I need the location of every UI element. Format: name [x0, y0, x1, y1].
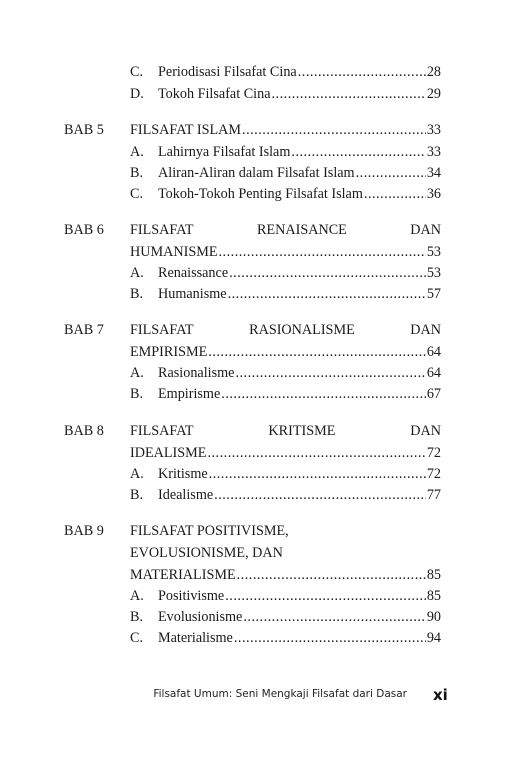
section-letter: C.	[130, 630, 144, 646]
section-letter: A.	[130, 466, 144, 482]
page-number: 85	[426, 588, 441, 604]
chapter-heading	[130, 420, 441, 442]
dot-leader	[237, 564, 426, 586]
dot-leader	[364, 183, 426, 205]
dot-leader	[356, 162, 426, 184]
section-entry	[158, 627, 441, 649]
section-title: Empirisme	[158, 386, 221, 402]
page-number: 85	[426, 567, 441, 583]
section-entry	[158, 283, 441, 305]
section-entry	[158, 463, 441, 485]
chapter-label: BAB 7	[64, 322, 104, 338]
dot-leader	[219, 241, 426, 263]
section-entry	[158, 141, 441, 163]
section-title: Kritisme	[158, 466, 208, 482]
chapter-title-word: KRITISME	[268, 423, 336, 439]
section-letter: A.	[130, 144, 144, 160]
chapter-title: IDEALISME	[130, 445, 207, 461]
chapter-heading	[130, 442, 441, 464]
page-number: 64	[426, 344, 441, 360]
chapter-title: FILSAFAT POSITIVISME,	[130, 523, 289, 539]
chapter-title: EMPIRISME	[130, 344, 208, 360]
section-letter: D.	[130, 86, 144, 102]
page-number: 53	[426, 265, 441, 281]
page-number: 90	[426, 609, 441, 625]
section-title: Humanisme	[158, 286, 227, 302]
section-title: Rasionalisme	[158, 365, 235, 381]
page-number: 94	[426, 630, 441, 646]
chapter-entry	[0, 520, 520, 542]
chapter-heading	[130, 119, 441, 141]
section-entry	[158, 262, 441, 284]
section-entry	[158, 606, 441, 628]
dot-leader	[207, 442, 425, 464]
section-title: Evolusionisme	[158, 609, 243, 625]
chapter-title-word: DAN	[410, 423, 441, 439]
section-title: Idealisme	[158, 487, 214, 503]
section-letter: C.	[130, 186, 144, 202]
chapter-heading	[130, 341, 441, 363]
section-letter: A.	[130, 588, 144, 604]
section-entry	[158, 383, 441, 405]
dot-leader	[243, 606, 425, 628]
page-number: 36	[426, 186, 441, 202]
page-number: 72	[426, 466, 441, 482]
dot-leader	[298, 61, 426, 83]
dot-leader	[221, 383, 426, 405]
section-entry	[158, 585, 441, 607]
section-title: Tokoh Filsafat Cina	[158, 86, 271, 102]
chapter-entry-cont	[0, 241, 520, 263]
toc-entry	[0, 141, 520, 163]
chapter-title: HUMANISME	[130, 244, 218, 260]
dot-leader	[229, 262, 426, 284]
toc-entry	[0, 627, 520, 649]
page-number: 28	[426, 64, 441, 80]
section-title: Periodisasi Filsafat Cina	[158, 64, 297, 80]
chapter-title: MATERIALISME	[130, 567, 236, 583]
page-number: 33	[426, 122, 441, 138]
chapter-entry-cont	[0, 341, 520, 363]
chapter-heading	[130, 319, 441, 341]
section-letter: B.	[130, 165, 144, 181]
toc-entry	[0, 585, 520, 607]
dot-leader	[235, 362, 425, 384]
dot-leader	[209, 463, 426, 485]
dot-leader	[208, 341, 426, 363]
dot-leader	[272, 83, 426, 105]
chapter-entry	[0, 119, 520, 141]
chapter-entry-cont	[0, 442, 520, 464]
page-number: 72	[426, 445, 441, 461]
toc-entry	[0, 383, 520, 405]
chapter-heading	[130, 241, 441, 263]
chapter-title-word: DAN	[410, 222, 441, 238]
chapter-title-word: FILSAFAT	[130, 423, 194, 439]
section-entry	[158, 484, 441, 506]
chapter-entry-cont	[0, 542, 520, 564]
chapter-title: FILSAFAT ISLAM	[130, 122, 242, 138]
section-title: Aliran-Aliran dalam Filsafat Islam	[158, 165, 355, 181]
dot-leader	[291, 141, 425, 163]
section-letter: C.	[130, 64, 144, 80]
section-letter: A.	[130, 265, 144, 281]
chapter-label: BAB 5	[64, 122, 104, 138]
toc-entry	[0, 606, 520, 628]
toc-entry	[0, 183, 520, 205]
page-footer	[0, 686, 520, 710]
chapter-label: BAB 6	[64, 222, 104, 238]
chapter-title-word: RENAISANCE	[256, 222, 347, 238]
chapter-title-word: RASIONALISME	[249, 322, 355, 338]
dot-leader	[228, 283, 426, 305]
toc-entry	[0, 362, 520, 384]
running-title: Filsafat Umum: Seni Mengkaji Filsafat dari Dasar	[153, 688, 407, 700]
chapter-entry	[0, 319, 520, 341]
chapter-title: EVOLUSIONISME, DAN	[130, 545, 283, 561]
page-number: 77	[426, 487, 441, 503]
chapter-entry-cont	[0, 564, 520, 586]
section-title: Renaissance	[158, 265, 229, 281]
toc-entry	[0, 283, 520, 305]
toc-entry	[0, 463, 520, 485]
section-title: Positivisme	[158, 588, 225, 604]
page-number: 57	[426, 286, 441, 302]
section-entry	[158, 61, 441, 83]
page-number: 29	[426, 86, 441, 102]
chapter-heading	[130, 219, 441, 241]
section-entry	[158, 362, 441, 384]
dot-leader	[214, 484, 426, 506]
page-number: 33	[426, 144, 441, 160]
chapter-title-word: DAN	[410, 322, 441, 338]
chapter-label: BAB 8	[64, 423, 104, 439]
section-letter: B.	[130, 286, 144, 302]
chapter-entry	[0, 420, 520, 442]
page-number: 53	[426, 244, 441, 260]
dot-leader	[225, 585, 426, 607]
chapter-entry	[0, 219, 520, 241]
chapter-label: BAB 9	[64, 523, 104, 539]
section-entry	[158, 83, 441, 105]
toc-entry	[0, 262, 520, 284]
toc-entry	[0, 61, 520, 83]
dot-leader	[234, 627, 426, 649]
section-letter: A.	[130, 365, 144, 381]
page-number: 67	[426, 386, 441, 402]
page-number: 64	[426, 365, 441, 381]
chapter-title-word: FILSAFAT	[130, 222, 194, 238]
dot-leader	[242, 119, 426, 141]
section-letter: B.	[130, 609, 144, 625]
section-letter: B.	[130, 487, 144, 503]
section-letter: B.	[130, 386, 144, 402]
folio-number: xi	[433, 686, 448, 704]
section-title: Tokoh-Tokoh Penting Filsafat Islam	[158, 186, 363, 202]
chapter-heading	[130, 564, 441, 586]
toc-entry	[0, 83, 520, 105]
section-title: Materialisme	[158, 630, 233, 646]
chapter-title-word: FILSAFAT	[130, 322, 194, 338]
toc-entry	[0, 484, 520, 506]
section-entry	[158, 183, 441, 205]
section-title: Lahirnya Filsafat Islam	[158, 144, 291, 160]
toc-entry	[0, 162, 520, 184]
page-number: 34	[426, 165, 441, 181]
section-entry	[158, 162, 441, 184]
